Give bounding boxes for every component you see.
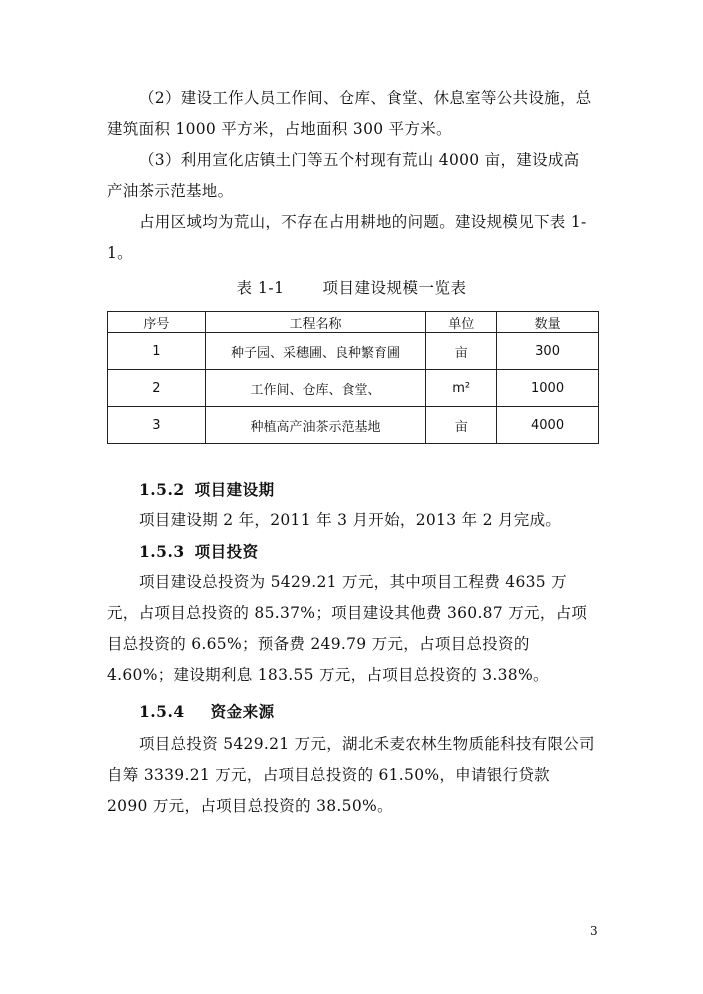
table-caption-title: 项目建设规模一览表: [322, 279, 467, 297]
table-header-row: [108, 312, 599, 333]
cell-quantity: 4000: [497, 407, 599, 444]
cell-unit: m²: [426, 370, 497, 407]
cell-quantity: 1000: [497, 370, 599, 407]
paragraph-construction-period: 项目建设期 2 年，2011 年 3 月开始，2013 年 2 月完成。: [139, 511, 562, 529]
table-row: [108, 370, 599, 407]
header-quantity: 数量: [497, 312, 599, 333]
paragraph-demonstration-base: （3）利用宣化店镇土门等五个村现有荒山 4000 亩，建设成高产油茶示范基地。: [107, 151, 580, 200]
section-title: 项目投资: [194, 542, 259, 561]
section-heading-funding-source: [139, 700, 275, 722]
paragraph-facilities: （2）建设工作人员工作间、仓库、食堂、休息室等公共设施，总建筑面积 1000 平方米，占地面积 300 平方米。: [107, 89, 592, 138]
cell-project-name: 工作间、仓库、食堂、: [205, 370, 426, 407]
paragraph-investment: 项目建设总投资为 5429.21 万元，其中项目工程费 4635 万元，占项目总投资的 85.37%；项目建设其他费 360.87 万元，占项目总投资的 6.65%；预备费 249.79 万元，占项目总投资的 4.60%；建设期利息 183.55 万元，占项目总投资的 3.38%。: [107, 573, 588, 684]
cell-unit: 亩: [426, 333, 497, 370]
cell-quantity: 300: [497, 333, 599, 370]
table-row: [108, 407, 599, 444]
section-heading-construction-period: [139, 478, 275, 500]
page-number: 3: [590, 924, 598, 938]
table-caption: [0, 276, 703, 298]
section-title: 资金来源: [210, 702, 275, 721]
paragraph-land-use: 占用区域均为荒山，不存在占用耕地的问题。建设规模见下表 1-1。: [107, 213, 587, 262]
cell-index: 1: [108, 333, 206, 370]
table-row: [108, 333, 599, 370]
section-heading-investment: [139, 540, 259, 562]
header-unit: 单位: [426, 312, 497, 333]
table-caption-label: 表 1-1: [236, 279, 285, 297]
cell-project-name: 种植高产油茶示范基地: [205, 407, 426, 444]
section-number: 1.5.4: [139, 702, 185, 721]
cell-project-name: 种子园、采穗圃、良种繁育圃: [205, 333, 426, 370]
header-project-name: 工程名称: [205, 312, 426, 333]
cell-index: 3: [108, 407, 206, 444]
section-number: 1.5.3: [139, 542, 185, 561]
section-title: 项目建设期: [194, 480, 275, 499]
header-index: 序号: [108, 312, 206, 333]
cell-unit: 亩: [426, 407, 497, 444]
paragraph-funding-source: 项目总投资 5429.21 万元，湖北禾麦农林生物质能科技有限公司自筹 3339.21 万元，占项目总投资的 61.50%，申请银行贷款 2090 万元，占项目总投资的 38.50%。: [107, 735, 595, 815]
section-number: 1.5.2: [139, 480, 185, 499]
construction-scale-table: [107, 311, 599, 444]
cell-index: 2: [108, 370, 206, 407]
